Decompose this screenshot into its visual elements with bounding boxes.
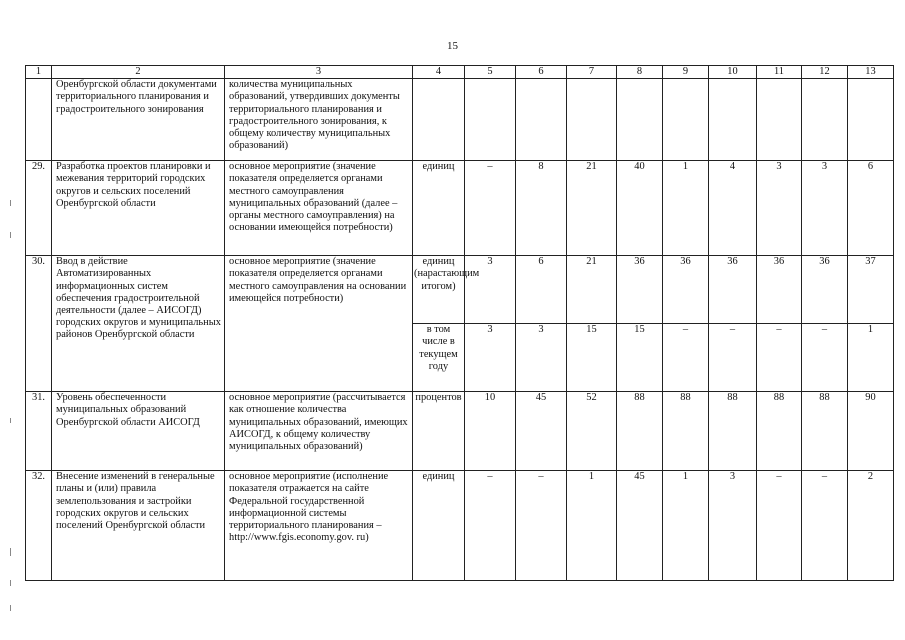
value-cell: 6 <box>848 161 894 256</box>
header-cell: 4 <box>413 66 465 79</box>
indicator-description: основное мероприятие (значение показателя определяется органами местного самоуправления на основании имеющейся потребности) <box>225 256 413 392</box>
table-row <box>26 392 894 471</box>
value-cell: 3 <box>802 161 848 256</box>
value-cell: 8 <box>516 161 567 256</box>
value-cell: – <box>516 471 567 581</box>
header-cell: 11 <box>757 66 802 79</box>
value-cell: 36 <box>617 256 663 324</box>
value-cell: 10 <box>465 392 516 471</box>
value-cell: 90 <box>848 392 894 471</box>
value-cell: – <box>465 471 516 581</box>
value-cell: 36 <box>757 256 802 324</box>
header-cell: 3 <box>225 66 413 79</box>
indicator-description: основное мероприятие (исполнение показателя отражается на сайте Федеральной государственной информационной системы территориального планирования – http://www.fgis.economy.gov. ru) <box>225 471 413 581</box>
value-cell: 1 <box>848 324 894 392</box>
indicator-description: основное мероприятие (рассчитывается как отношение количества муниципальных образований, имеющих АИСОГД, к общему количеству муниципальных образований) <box>225 392 413 471</box>
indicator-name: Уровень обеспеченности муниципальных образований Оренбургской области АИСОГД <box>52 392 225 471</box>
value-cell: – <box>757 471 802 581</box>
value-cell: – <box>802 324 848 392</box>
margin-mark <box>10 548 11 556</box>
margin-mark <box>10 200 11 206</box>
header-cell: 9 <box>663 66 709 79</box>
value-cell: 88 <box>757 392 802 471</box>
table-row <box>26 161 894 256</box>
margin-mark <box>10 232 11 238</box>
header-cell: 7 <box>567 66 617 79</box>
indicator-description: количества муниципальных образований, утвердивших документы территориального планирования и градостроительного зонирования, к общему количеству муниципальных образований) <box>225 79 413 161</box>
value-cell: – <box>757 324 802 392</box>
value-cell: 15 <box>567 324 617 392</box>
indicator-name: Внесение изменений в генеральные планы и (или) правила землепользования и застройки городских округов и сельских поселений Оренбургской области <box>52 471 225 581</box>
value-cell: – <box>802 471 848 581</box>
value-cell: 1 <box>663 471 709 581</box>
header-cell: 5 <box>465 66 516 79</box>
value-cell: 1 <box>663 161 709 256</box>
margin-mark <box>10 580 11 586</box>
page-number: 15 <box>447 40 458 52</box>
value-cell: – <box>663 324 709 392</box>
value-cell: 45 <box>617 471 663 581</box>
unit-cell: в том числе в текущем году <box>413 324 465 392</box>
row-number: 30. <box>26 256 52 392</box>
value-cell: 3 <box>709 471 757 581</box>
value-cell: 52 <box>567 392 617 471</box>
margin-mark <box>10 605 11 611</box>
unit-cell: процентов <box>413 392 465 471</box>
value-cell: 88 <box>617 392 663 471</box>
row-number: 32. <box>26 471 52 581</box>
indicator-name: Оренбургской области документами территориального планирования и градостроительного зонирования <box>52 79 225 161</box>
row-number: 29. <box>26 161 52 256</box>
row-number: 31. <box>26 392 52 471</box>
table-row <box>26 471 894 581</box>
indicators-table <box>25 65 894 581</box>
unit-cell: единиц (нарастающим итогом) <box>413 256 465 324</box>
row-number <box>26 79 52 161</box>
indicator-name: Ввод в действие Автоматизированных информационных систем обеспечения градостроительной деятельности (далее – АИСОГД) городских округов и муниципальных районов Оренбургской области <box>52 256 225 392</box>
value-cell: 3 <box>465 256 516 324</box>
value-cell: 88 <box>709 392 757 471</box>
header-cell: 12 <box>802 66 848 79</box>
header-cell: 13 <box>848 66 894 79</box>
table-row <box>26 256 894 324</box>
value-cell: 4 <box>709 161 757 256</box>
header-cell: 2 <box>52 66 225 79</box>
value-cell: 45 <box>516 392 567 471</box>
value-cell: 15 <box>617 324 663 392</box>
unit-cell: единиц <box>413 161 465 256</box>
indicator-name: Разработка проектов планировки и межевания территорий городских округов и сельских поселений Оренбургской области <box>52 161 225 256</box>
header-cell: 6 <box>516 66 567 79</box>
value-cell: 36 <box>663 256 709 324</box>
value-cell: 3 <box>516 324 567 392</box>
value-cell: 21 <box>567 161 617 256</box>
value-cell: 37 <box>848 256 894 324</box>
header-cell: 10 <box>709 66 757 79</box>
unit-cell: единиц <box>413 471 465 581</box>
value-cell: 1 <box>567 471 617 581</box>
table-row <box>26 79 894 161</box>
value-cell: – <box>709 324 757 392</box>
indicator-description: основное мероприятие (значение показателя определяется органами местного самоуправления муниципальных образований (далее – органы местного самоуправления) на основании имеющейся потребности) <box>225 161 413 256</box>
header-row <box>26 66 894 79</box>
margin-mark <box>10 418 11 423</box>
value-cell: 21 <box>567 256 617 324</box>
value-cell: 3 <box>465 324 516 392</box>
value-cell: 36 <box>709 256 757 324</box>
value-cell: 3 <box>757 161 802 256</box>
value-cell: – <box>465 161 516 256</box>
value-cell: 2 <box>848 471 894 581</box>
header-cell: 1 <box>26 66 52 79</box>
value-cell: 6 <box>516 256 567 324</box>
value-cell: 40 <box>617 161 663 256</box>
value-cell: 88 <box>663 392 709 471</box>
value-cell: 36 <box>802 256 848 324</box>
value-cell: 88 <box>802 392 848 471</box>
header-cell: 8 <box>617 66 663 79</box>
